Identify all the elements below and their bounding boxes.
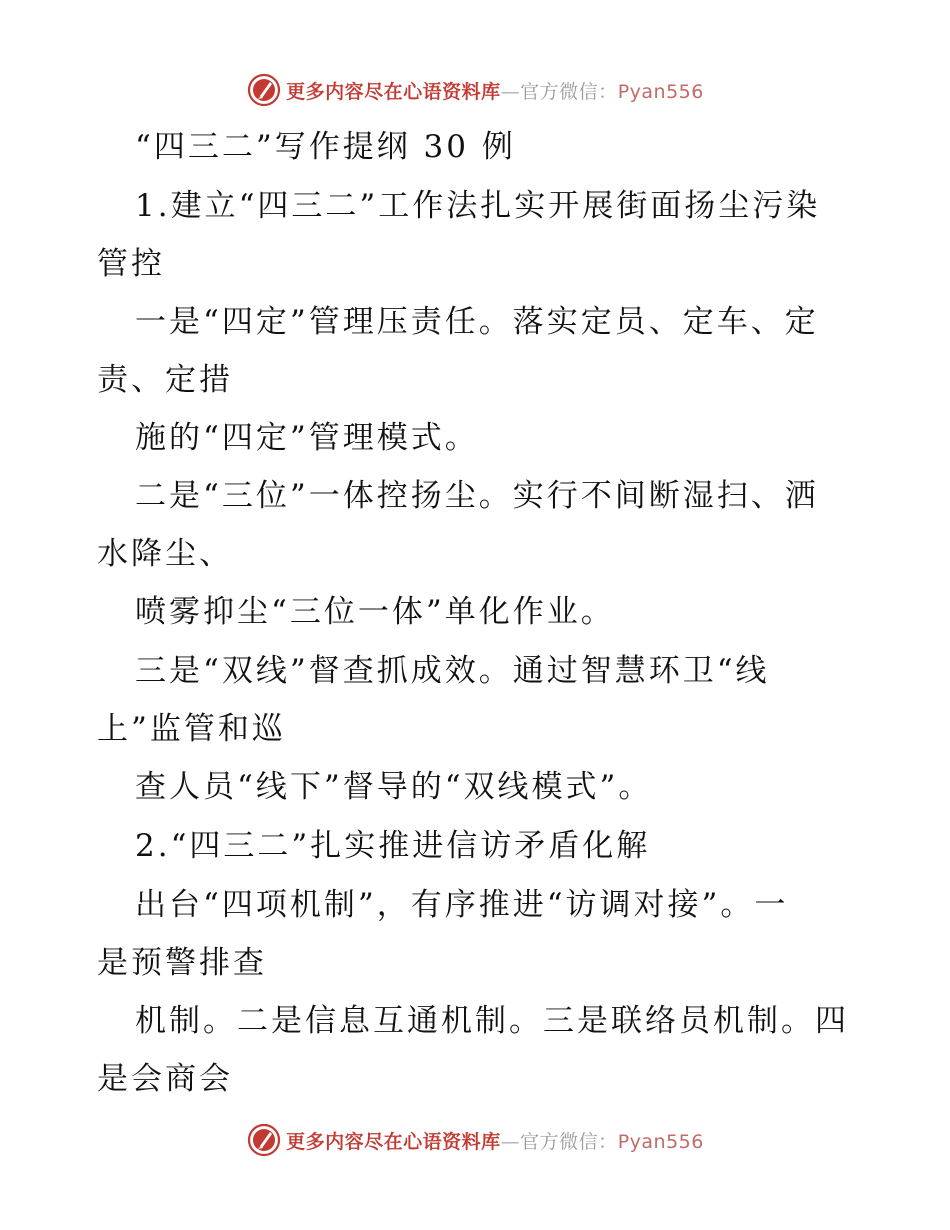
watermark-text xyxy=(286,77,704,104)
document-line: 2.“四三二”扎实推进信访矛盾化解 xyxy=(135,828,651,864)
document-line: 责、定措 xyxy=(97,362,233,398)
quill-seal-icon xyxy=(246,72,282,108)
watermark-brand: 更多内容尽在心语资料库 xyxy=(286,1130,501,1153)
watermark-wechat-label: 官方微信： xyxy=(520,80,618,103)
document-line: 施的“四定”管理模式。 xyxy=(135,420,479,456)
watermark-header xyxy=(0,70,950,110)
watermark-footer xyxy=(0,1120,950,1160)
document-line: 是会商会 xyxy=(97,1061,233,1097)
document-line: 水降尘、 xyxy=(97,536,233,572)
document-line: 二是“三位”一体控扬尘。实行不间断湿扫、洒 xyxy=(135,478,819,514)
document-line: 查人员“线下”督导的“双线模式”。 xyxy=(135,769,653,805)
document-line: 上”监管和巡 xyxy=(97,711,286,747)
watermark-wechat-id: Pyan556 xyxy=(617,80,704,103)
document-line: 喷雾抑尘“三位一体”单化作业。 xyxy=(135,594,615,630)
document-line: 管控 xyxy=(97,246,165,282)
watermark-brand: 更多内容尽在心语资料库 xyxy=(286,80,501,103)
watermark-separator: — xyxy=(500,80,521,103)
document-line: 三是“双线”督查抓成效。通过智慧环卫“线 xyxy=(135,653,770,689)
watermark-wechat-label: 官方微信： xyxy=(520,1130,618,1153)
document-line: 是预警排查 xyxy=(97,945,267,981)
watermark-separator: — xyxy=(500,1130,521,1153)
quill-seal-icon xyxy=(246,1122,282,1158)
document-line: 1.建立“四三二”工作法扎实开展街面扬尘污染 xyxy=(135,188,821,224)
watermark-wechat-id: Pyan556 xyxy=(617,1130,704,1153)
watermark-text xyxy=(286,1127,704,1154)
document-line: 一是“四定”管理压责任。落实定员、定车、定 xyxy=(135,304,819,340)
document-title: “四三二”写作提纲 30 例 xyxy=(135,129,516,165)
document-line: 机制。二是信息互通机制。三是联络员机制。四 xyxy=(135,1003,849,1039)
document-line: 出台“四项机制”，有序推进“访调对接”。一 xyxy=(135,887,789,923)
